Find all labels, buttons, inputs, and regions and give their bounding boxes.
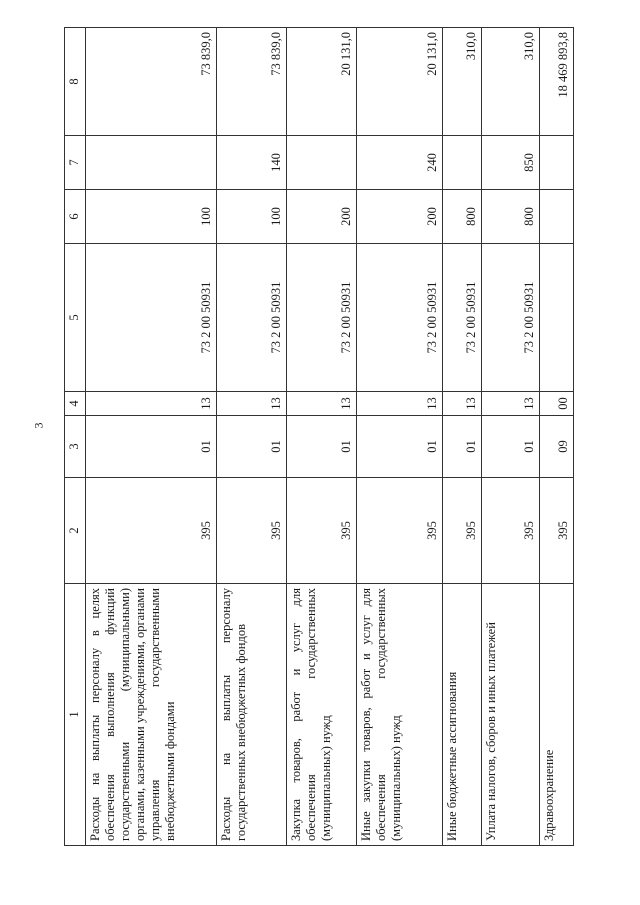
cell-target-article: 73 2 00 50931 [443, 244, 481, 392]
table-row [481, 28, 539, 846]
budget-table [64, 27, 574, 846]
header-cell: 1 [65, 584, 86, 846]
table-row [216, 28, 286, 846]
cell-target-article: 73 2 00 50931 [286, 244, 356, 392]
cell-section: 01 [357, 416, 443, 478]
cell-expense-subgroup [539, 136, 573, 190]
rotated-table-area [64, 28, 574, 846]
cell-section: 01 [443, 416, 481, 478]
cell-section: 01 [481, 416, 539, 478]
cell-subsection: 13 [286, 392, 356, 416]
row-name: Уплата налогов, сборов и иных платежей [481, 584, 539, 846]
cell-subsection: 13 [357, 392, 443, 416]
cell-amount: 20 131,0 [286, 28, 356, 136]
cell-amount: 310,0 [481, 28, 539, 136]
cell-amount: 73 839,0 [86, 28, 217, 136]
table-row [443, 28, 481, 846]
row-name: Иные бюджетные ассигнования [443, 584, 481, 846]
cell-amount: 18 469 893,8 [539, 28, 573, 136]
header-cell: 2 [65, 478, 86, 584]
table-row [86, 28, 217, 846]
cell-ministry-code: 395 [216, 478, 286, 584]
cell-subsection: 00 [539, 392, 573, 416]
row-name: Закупка товаров, работ и услуг для обеспечения государственных (муниципальных) нужд [286, 584, 356, 846]
header-row [65, 28, 86, 846]
cell-ministry-code: 395 [357, 478, 443, 584]
cell-target-article: 73 2 00 50931 [86, 244, 217, 392]
cell-expense-group: 100 [86, 190, 217, 244]
cell-amount: 20 131,0 [357, 28, 443, 136]
page-number: 3 [31, 422, 46, 429]
cell-section: 09 [539, 416, 573, 478]
cell-expense-group: 100 [216, 190, 286, 244]
cell-expense-subgroup: 140 [216, 136, 286, 190]
cell-ministry-code: 395 [539, 478, 573, 584]
cell-ministry-code: 395 [443, 478, 481, 584]
cell-ministry-code: 395 [86, 478, 217, 584]
cell-ministry-code: 395 [286, 478, 356, 584]
cell-target-article: 73 2 00 50931 [216, 244, 286, 392]
cell-expense-group: 800 [481, 190, 539, 244]
cell-section: 01 [286, 416, 356, 478]
cell-expense-subgroup [443, 136, 481, 190]
cell-expense-subgroup: 240 [357, 136, 443, 190]
cell-expense-group: 200 [357, 190, 443, 244]
header-cell: 3 [65, 416, 86, 478]
cell-expense-subgroup [86, 136, 217, 190]
cell-target-article: 73 2 00 50931 [481, 244, 539, 392]
header-cell: 8 [65, 28, 86, 136]
cell-expense-group: 200 [286, 190, 356, 244]
cell-expense-group [539, 190, 573, 244]
cell-ministry-code: 395 [481, 478, 539, 584]
cell-subsection: 13 [443, 392, 481, 416]
row-name: Расходы на выплаты персоналу государственных внебюджетных фондов [216, 584, 286, 846]
table-row [357, 28, 443, 846]
cell-expense-group: 800 [443, 190, 481, 244]
cell-amount: 310,0 [443, 28, 481, 136]
cell-target-article [539, 244, 573, 392]
cell-expense-subgroup: 850 [481, 136, 539, 190]
cell-subsection: 13 [216, 392, 286, 416]
header-cell: 4 [65, 392, 86, 416]
row-name: Расходы на выплаты персоналу в целях обеспечения выполнения функций государственными (муниципальными) органами, казенными учреждениями, органами управления государственными внебюджетными фондами [86, 584, 217, 846]
header-cell: 7 [65, 136, 86, 190]
cell-subsection: 13 [86, 392, 217, 416]
cell-expense-subgroup [286, 136, 356, 190]
header-cell: 6 [65, 190, 86, 244]
cell-section: 01 [216, 416, 286, 478]
row-name: Здравоохранение [539, 584, 573, 846]
cell-target-article: 73 2 00 50931 [357, 244, 443, 392]
cell-section: 01 [86, 416, 217, 478]
table-row [539, 28, 573, 846]
cell-amount: 73 839,0 [216, 28, 286, 136]
table-row [286, 28, 356, 846]
row-name: Иные закупки товаров, работ и услуг для обеспечения государственных (муниципальных) нужд [357, 584, 443, 846]
header-cell: 5 [65, 244, 86, 392]
cell-subsection: 13 [481, 392, 539, 416]
